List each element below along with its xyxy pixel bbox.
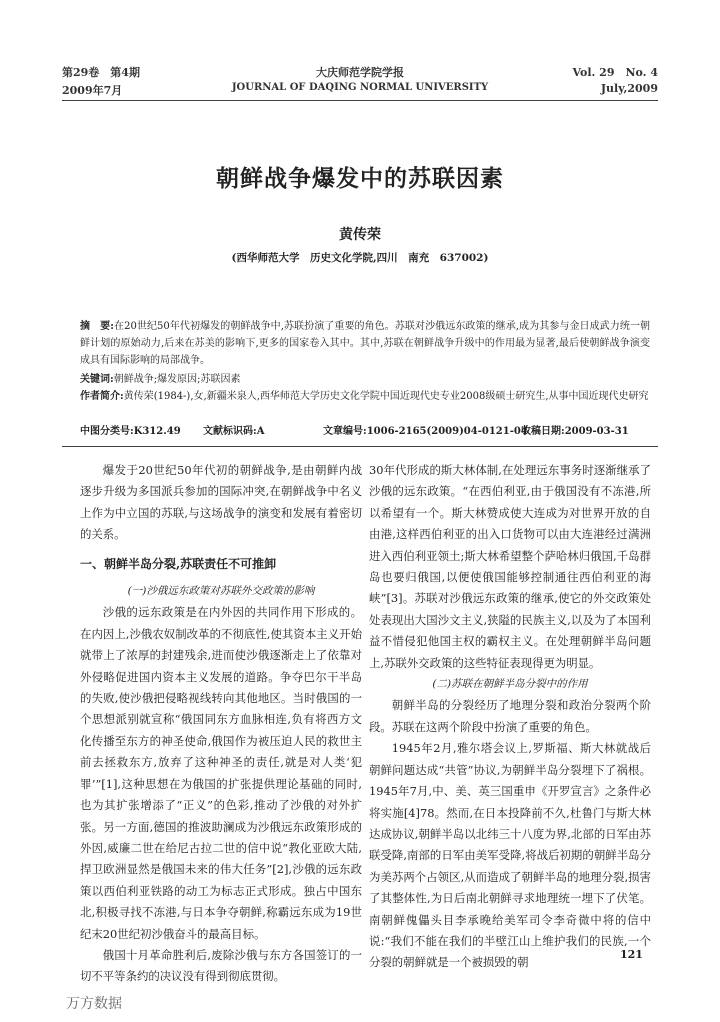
section-heading: 一、朝鲜半岛分裂,苏联责任不可推卸 (80, 556, 277, 571)
paragraph: 朝鲜半岛的分裂经历了地理分裂和政治分裂两个阶段。苏联在这两个阶段中扮演了重要的角色。 (369, 698, 651, 734)
header-rule (62, 100, 658, 101)
header-month: July,2009 (600, 82, 658, 95)
body-right-column (369, 460, 651, 974)
header-volume: 第29卷 第4期 (62, 66, 140, 79)
paragraph: 沙俄的远东政策是在内外因的共同作用下形成的。在内因上,沙俄农奴制改革的不彻底性,使其资本主义开始就带上了浓厚的封建残余,进而使沙俄逐渐走上了依靠对外侵略促进国内资本主义发展的道路。争夺巴尔干半岛的失败,使沙俄把侵略视线转向其他地区。当时俄国的一个思想派别就宣称“俄国同东方血脉相连,负有将西方文化传播至东方的神圣使命,俄国作为被压迫人民的救世主前去拯救东方,放弃了这种神圣的责任,就是对人类‘犯罪’”[1],这种思想在为俄国的扩张提供理论基础的同时,也为其扩张增添了“正义”的色彩,推动了沙俄的对外扩张。另一方面,德国的推波助澜成为沙俄远东政策形成的外因,威廉二世在给尼古拉二世的信中说“教化亚欧大陆,捍卫欧洲显然是俄国未来的伟大任务”[2],沙俄的远东政策以西伯利亚铁路的动工为标志正式形成。独占中国东北,积极寻找不冻港,与日本争夺朝鲜,称霸远东成为19世纪末20世纪初沙俄奋斗的最高目标。 (80, 605, 362, 941)
author-bio (80, 388, 650, 405)
header-journal-cn: 大庆师范学院学报 (316, 66, 404, 79)
clc-number: 中图分类号:K312.49 (80, 426, 181, 437)
paragraph: 爆发于20世纪50年代初的朝鲜战争,是由朝鲜内战逐步升级为多国派兵参加的国际冲突,在朝鲜战争中名义上作为中立国的苏联,与这场战争的演变和发展有着密切的关系。 (80, 463, 362, 542)
article-number: 文章编号:1006-2165(2009)04-0121-04 (323, 426, 528, 437)
subsection-heading: (二)苏联在朝鲜半岛分裂中的作用 (432, 678, 588, 691)
author-bio-text: 黄传荣(1984-),女,新疆米泉人,西华师范大学历史文化学院中国近现代史专业2008级硕士研究生,从事中国近现代史研究 (123, 391, 649, 402)
paragraph: 1945年2月,雅尔塔会议上,罗斯福、斯大林就战后朝鲜问题达成“共管”协议,为朝鲜半岛分裂埋下了祸根。1945年7月,中、美、英三国重申《开罗宣言》之条件必将实施[4]78。然而,在日本投降前不久,杜鲁门与斯大林达成协议,朝鲜半岛以北纬三十八度为界,北部的日军由苏联受降,南部的日军由美军受降,将战后初期的朝鲜半岛分为美苏两个占领区,从而造成了朝鲜半岛的地理分裂,损害了其整体性,为日后南北朝鲜寻求地理统一埋下了伏笔。南朝鲜傀儡头目李承晚给美军司令李奇微中将的信中说:“我们不能在我们的半壁江山上维护我们的民族,一个分裂的朝鲜就是一个被损毁的朝 (369, 741, 651, 970)
paragraph: 俄国十月革命胜利后,废除沙俄与东方各国签订的一切不平等条约的决议没有得到彻底贯彻。 (80, 947, 362, 984)
header-vol-no: Vol. 29 No. 4 (572, 66, 658, 79)
author-affiliation: (西华师范大学 历史文化学院,四川 南充 637002) (231, 252, 489, 264)
document-code: 文献标识码:A (203, 426, 265, 437)
keywords-label: 关键词: (80, 374, 114, 385)
watermark: 万方数据 (66, 996, 122, 1012)
paragraph: 30年代形成的斯大林体制,在处理远东事务时逐渐继承了沙俄的远东政策。“在西伯利亚,由于俄国没有不冻港,所以希望有一个。斯大林赞成使大连成为对世界开放的自由港,这样西伯利亚的出入口货物可以由大连港经过满洲进入西伯利亚领土;斯大林希望整个萨哈林归俄国,千岛群岛也要归俄国,以便使俄国能够控制通往西伯利亚的海峡”[3]。苏联对沙俄远东政策的继承,使它的外交政策处处表现出大国沙文主义,狭隘的民族主义,以及为了本国利益不惜侵犯他国主权的霸权主义。在处理朝鲜半岛问题上,苏联外交政策的这些特征表现得更为明显。 (369, 463, 651, 670)
body-left-column (80, 460, 362, 988)
header-date: 2009年7月 (62, 84, 123, 97)
header-journal-en: JOURNAL OF DAQING NORMAL UNIVERSITY (231, 82, 489, 93)
abstract (80, 318, 650, 369)
article-title: 朝鲜战争爆发中的苏联因素 (216, 165, 504, 192)
author-name: 黄传荣 (339, 227, 381, 243)
abstract-text: 在20世纪50年代初爆发的朝鲜战争中,苏联扮演了重要的角色。苏联对沙俄远东政策的继承,成为其参与金日成武力统一朝鲜计划的原始动力,后来在苏美的影响下,更多的国家卷入其中。其中,苏联在朝鲜战争升级中的作用最为显著,最后使朝鲜战争演变成具有国际影响的局部战争。 (80, 321, 650, 366)
keywords-text: 朝鲜战争;爆发原因;苏联因素 (113, 374, 241, 385)
author-bio-label: 作者简介: (80, 391, 124, 402)
abstract-label: 摘 要: (80, 321, 114, 332)
abstract-rule (62, 446, 658, 447)
page-number: 121 (620, 948, 643, 961)
keywords (80, 371, 650, 388)
subsection-heading: (一)沙俄远东政策对苏联外交政策的影响 (127, 585, 315, 598)
received-date: 收稿日期:2009-03-31 (521, 426, 629, 437)
